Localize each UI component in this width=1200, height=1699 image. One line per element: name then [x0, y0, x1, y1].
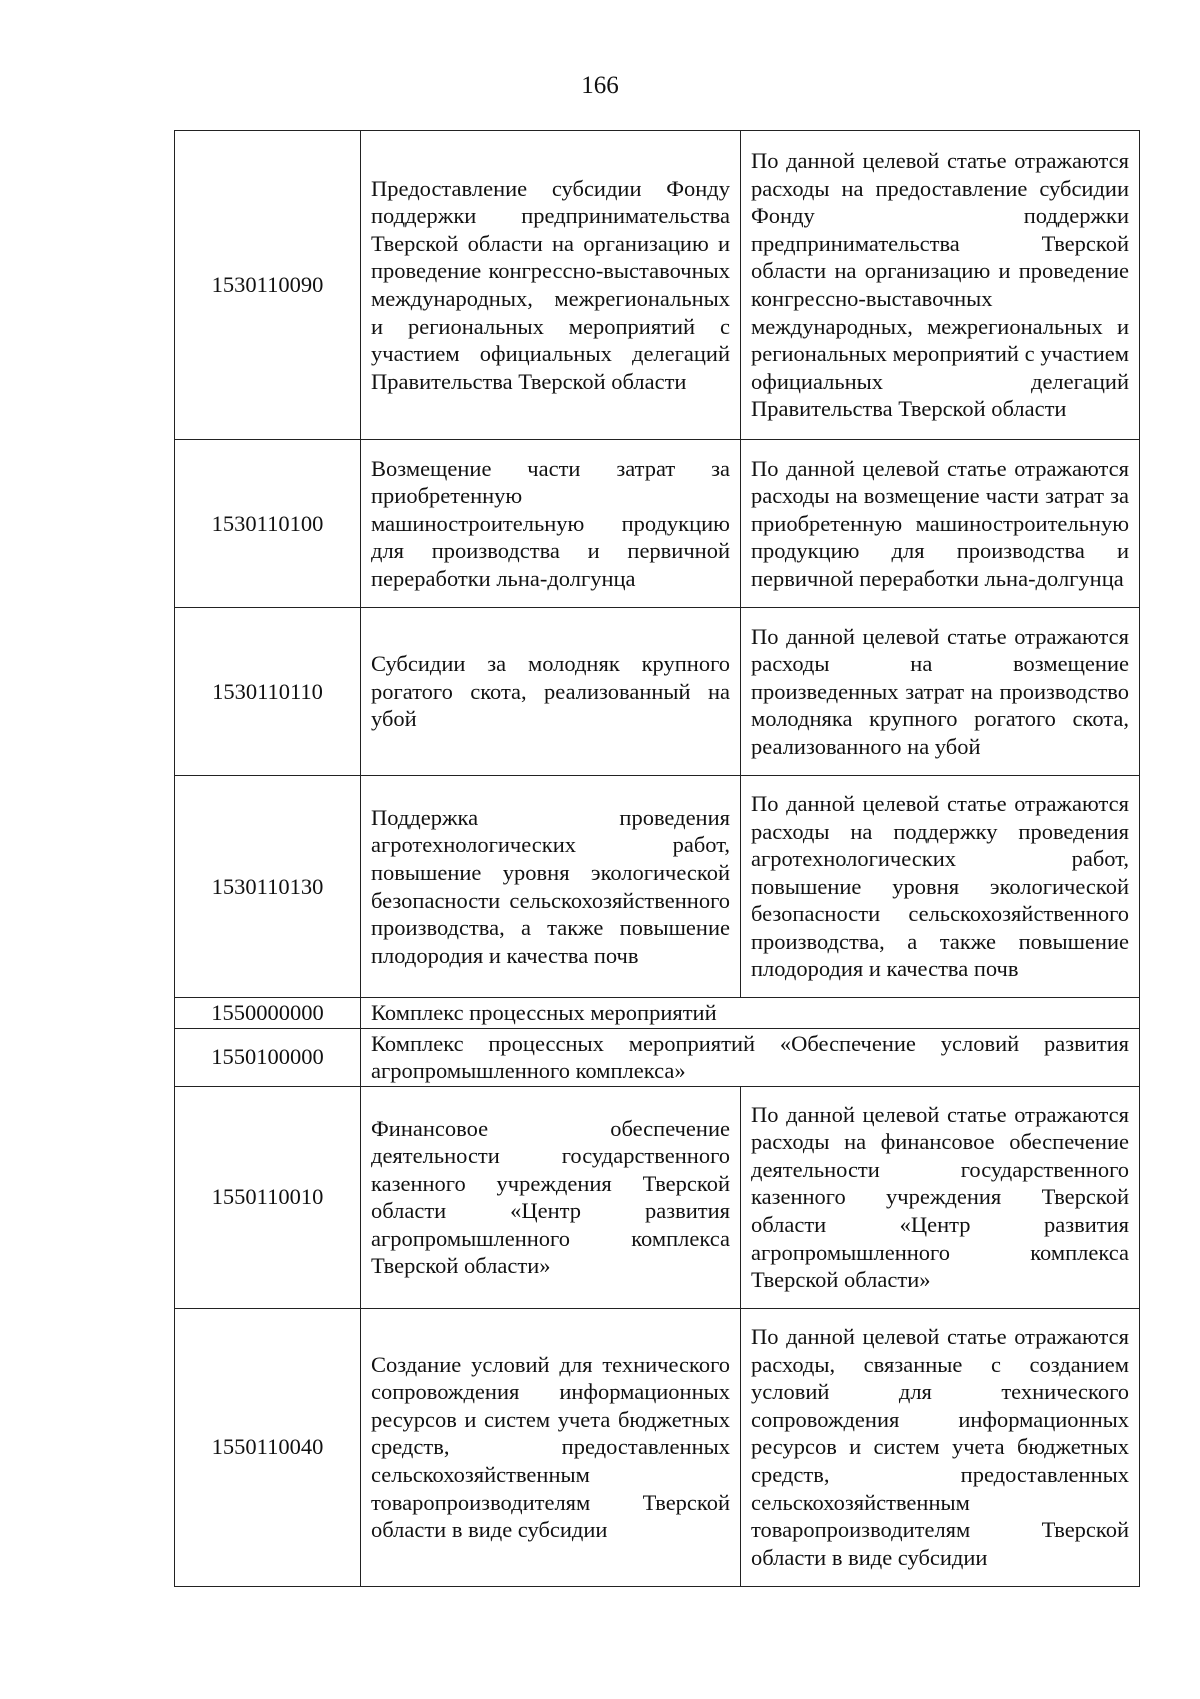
table-row [175, 131, 1140, 440]
code-cell: 1530110100 [175, 440, 361, 608]
description-cell: По данной целевой статье отражаются расходы на возмещение части затрат за приобретенную машиностроительную продукцию для производства и первичной переработки льна-долгунца [741, 440, 1140, 608]
name-cell: Финансовое обеспечение деятельности государственного казенного учреждения Тверской области «Центр развития агропромышленного комплекса Тверской области» [361, 1086, 741, 1308]
budget-classification-table [174, 130, 1140, 1587]
code-cell: 1550110010 [175, 1086, 361, 1308]
description-cell: По данной целевой статье отражаются расходы на возмещение произведенных затрат на производство молодняка крупного рогатого скота, реализованного на убой [741, 608, 1140, 776]
description-cell: По данной целевой статье отражаются расходы, связанные с созданием условий для технического сопровождения информационных ресурсов и систем учета бюджетных средств, предоставленных сельскохозяйственным товаропроизводителям Тверской области в виде субсидии [741, 1308, 1140, 1586]
table-row [175, 1308, 1140, 1586]
table-row [175, 1086, 1140, 1308]
code-cell: 1530110110 [175, 608, 361, 776]
table-row [175, 1028, 1140, 1086]
description-cell: По данной целевой статье отражаются расходы на поддержку проведения агротехнологических работ, повышение уровня экологической безопасности сельскохозяйственного производства, а также повышение плодородия и качества почв [741, 776, 1140, 998]
code-cell: 1550110040 [175, 1308, 361, 1586]
page-number: 166 [581, 72, 619, 99]
table-row [175, 998, 1140, 1029]
table-row [175, 608, 1140, 776]
table-row [175, 440, 1140, 608]
description-cell: По данной целевой статье отражаются расходы на финансовое обеспечение деятельности государственного казенного учреждения Тверской области «Центр развития агропромышленного комплекса Тверской области» [741, 1086, 1140, 1308]
code-cell: 1530110090 [175, 131, 361, 440]
code-cell: 1530110130 [175, 776, 361, 998]
name-cell: Субсидии за молодняк крупного рогатого скота, реализованный на убой [361, 608, 741, 776]
table-row [175, 776, 1140, 998]
name-cell: Возмещение части затрат за приобретенную машиностроительную продукцию для производства и первичной переработки льна-долгунца [361, 440, 741, 608]
description-cell: По данной целевой статье отражаются расходы на предоставление субсидии Фонду поддержки предпринимательства Тверской области на организацию и проведение конгрессно-выставочных международных, межрегиональных и региональных мероприятий с участием официальных делегаций Правительства Тверской области [741, 131, 1140, 440]
name-cell: Создание условий для технического сопровождения информационных ресурсов и систем учета бюджетных средств, предоставленных сельскохозяйственным товаропроизводителям Тверской области в виде субсидии [361, 1308, 741, 1586]
name-cell: Поддержка проведения агротехнологических работ, повышение уровня экологической безопасности сельскохозяйственного производства, а также повышение плодородия и качества почв [361, 776, 741, 998]
section-title-cell: Комплекс процессных мероприятий [361, 998, 1140, 1029]
section-title-cell: Комплекс процессных мероприятий «Обеспечение условий развития агропромышленного комплекса» [361, 1028, 1140, 1086]
code-cell: 1550000000 [175, 998, 361, 1029]
name-cell: Предоставление субсидии Фонду поддержки предпринимательства Тверской области на организацию и проведение конгрессно-выставочных международных, межрегиональных и региональных мероприятий с участием официальных делегаций Правительства Тверской области [361, 131, 741, 440]
code-cell: 1550100000 [175, 1028, 361, 1086]
